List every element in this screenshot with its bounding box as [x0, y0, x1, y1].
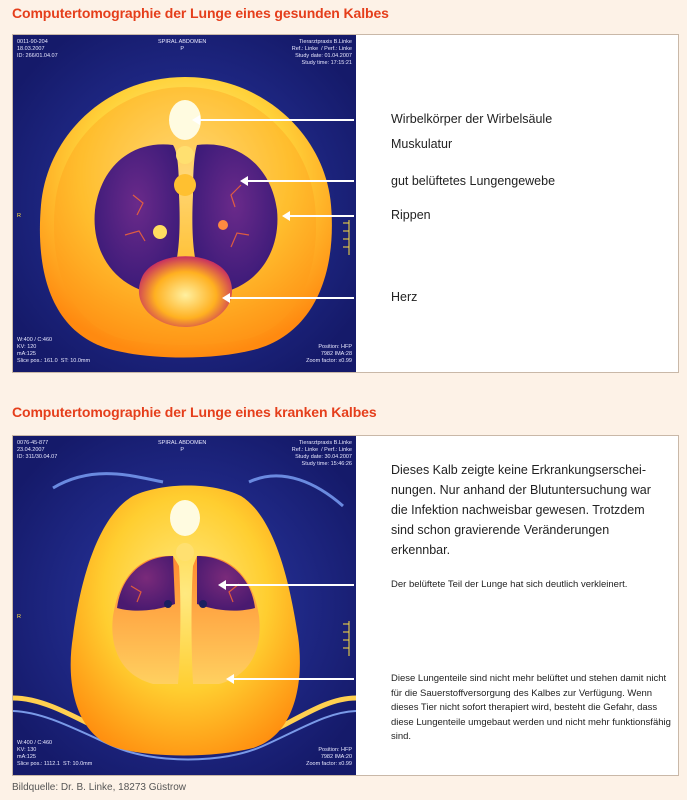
ct-header-right: Tierarztpraxis B.Linke Ref.: Linke / Perf.: Linke Study date: 30.04.2007 Study time: 15:46:26 [291, 440, 352, 467]
ct-footer-left: W:400 / C:460 KV: 130 mA:125 Slice pos.: 1112.1 ST: 10.0mm [17, 740, 93, 767]
note-consolidated-lung: Diese Lungenteile sind nicht mehr belüftet und stehen damit nicht für die Sauerstoffversorgung des Kalbes zur Verfügung. Wenn dieses Tier nicht sofort therapiert wird, besteht die Gefahr, dass diese Lungenteile umgebaut werden und nicht mehr funktionsfähig sind. [391, 673, 671, 742]
ct-header-left: 0076-45-877 23.04.2007 ID: 311/30.04.07 [17, 440, 58, 460]
arrow-consolidated-lung [233, 678, 354, 680]
ct-footer-right: Position: HFP 7982 IMA:20 Zoom factor: x0.99 [306, 747, 352, 767]
healthy-panel [12, 34, 679, 373]
sick-panel [12, 435, 679, 776]
label-muscle: Muskulatur [391, 137, 453, 151]
ct-header-left: 0011-90-204 18.03.2007 ID: 266/01.04.07 [17, 39, 58, 59]
label-ribs: Rippen [391, 208, 431, 222]
image-source: Bildquelle: Dr. B. Linke, 18273 Güstrow [12, 782, 186, 793]
ct-image-sick [13, 436, 356, 775]
section-title-sick: Computertomographie der Lunge eines kranken Kalbes [12, 404, 377, 420]
ct-header-right: Tierarztpraxis B.Linke Ref.: Linke / Perf.: Linke Study date: 01.04.2007 Study time: 17:15:21 [291, 39, 352, 66]
arrow-heart [229, 297, 354, 299]
section-title-healthy: Computertomographie der Lunge eines gesunden Kalbes [12, 5, 389, 21]
arrow-vertebra [199, 119, 354, 121]
arrow-aerated-lung [225, 584, 354, 586]
label-heart: Herz [391, 290, 418, 304]
arrow-ribs [289, 215, 354, 217]
ct-footer-right: Position: HFP 7982 IMA:28 Zoom factor: x0.99 [306, 344, 352, 364]
arrow-lung [247, 180, 354, 182]
description-paragraph: Dieses Kalb zeigte keine Erkrankungserscheinungen. Nur anhand der Blutuntersuchung war die Infektion nachweisbar gewesen. Trotzdem sind schon gravierende Veränderungen erkennbar. [391, 463, 651, 557]
ct-side-marker: R [17, 614, 21, 620]
label-lung-tissue: gut belüftetes Lungengewebe [391, 174, 556, 188]
ct-header-center: SPIRAL ABDOMEN P [158, 440, 207, 453]
ct-image-healthy [13, 35, 356, 372]
note-aerated-lung: Der belüftete Teil der Lunge hat sich deutlich verkleinert. [391, 579, 628, 590]
label-vertebra: Wirbelkörper der Wirbelsäule [391, 112, 553, 126]
ct-side-marker: R [17, 213, 21, 219]
ct-header-center: SPIRAL ABDOMEN P [158, 39, 207, 52]
ct-footer-left: W:400 / C:460 KV: 120 mA:125 Slice pos.: 161.0 ST: 10.0mm [17, 337, 91, 364]
